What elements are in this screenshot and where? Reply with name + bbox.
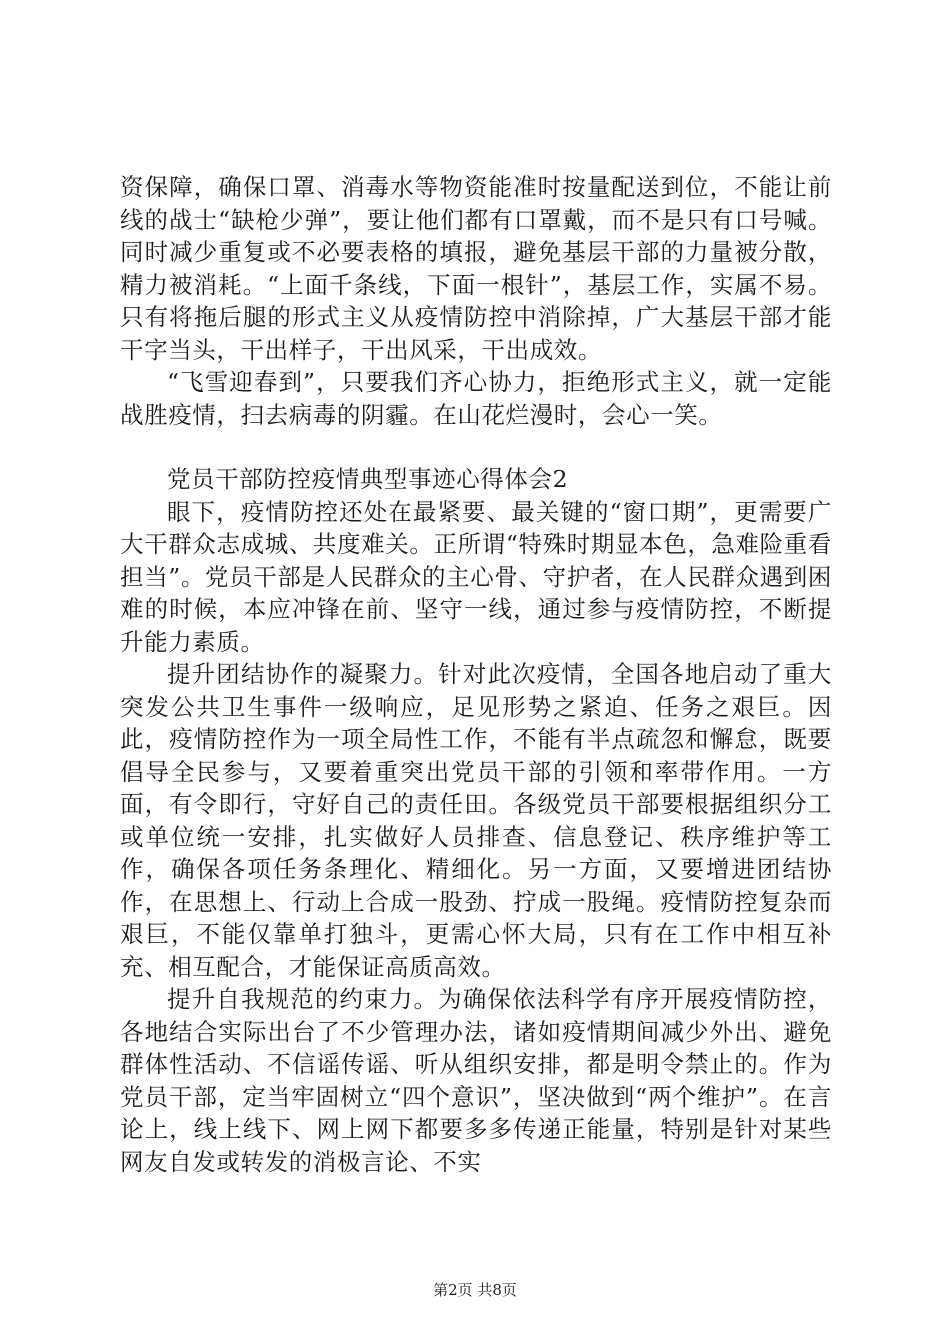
section-title: 党员干部防控疫情典型事迹心得体会2: [167, 465, 569, 493]
paragraph-continued: 资保障，确保口罩、消毒水等物资能准时按量配送到位，不能让前线的战士“缺枪少弹”，要让他们都有口罩戴，而不是只有口号喊。同时减少重复或不必要表格的填报，避免基层干部的力量被分散，精力被消耗。“上面千条线，下面一根针”，基层工作，实属不易。只有将拖后腿的形式主义从疫情防控中消除掉，广大基层干部才能干字当头，干出样子，干出风采，干出成效。: [120, 173, 832, 364]
page-number-footer: 第2页 共8页: [433, 1281, 517, 1299]
document-body: [120, 171, 832, 1178]
paragraph-self-discipline: 提升自我规范的约束力。为确保依法科学有序开展疫情防控，各地结合实际出台了不少管理办法，诸如疫情期间减少外出、避免群体性活动、不信谣传谣、听从组织安排，都是明令禁止的。作为党员干部，定当牢固树立“四个意识”，坚决做到“两个维护”。在言论上，线上线下、网上网下都要多多传递正能量，特别是针对某些网友自发或转发的消极言论、不实: [120, 985, 832, 1176]
paragraph-closing: “飞雪迎春到”，只要我们齐心协力，拒绝形式主义，就一定能战胜疫情，扫去病毒的阴霾。在山花烂漫时，会心一笑。: [120, 368, 832, 429]
paragraph-cohesion: 提升团结协作的凝聚力。针对此次疫情，全国各地启动了重大突发公共卫生事件一级响应，足见形势之紧迫、任务之艰巨。因此，疫情防控作为一项全局性工作，不能有半点疏忽和懈怠，既要倡导全民参与，又要着重突出党员干部的引领和率带作用。一方面，有令即行，守好自己的责任田。各级党员干部要根据组织分工或单位统一安排，扎实做好人员排查、信息登记、秩序维护等工作，确保各项任务条理化、精细化。另一方面，又要增进团结协作，在思想上、行动上合成一股劲、拧成一股绳。疫情防控复杂而艰巨，不能仅靠单打独斗，更需心怀大局，只有在工作中相互补充、相互配合，才能保证高质高效。: [120, 660, 832, 981]
paragraph-intro: 眼下，疫情防控还处在最紧要、最关键的“窗口期”，更需要广大干群众志成城、共度难关。正所谓“特殊时期显本色，急难险重看担当”。党员干部是人民群众的主心骨、守护者，在人民群众遇到困难的时候，本应冲锋在前、坚守一线，通过参与疫情防控，不断提升能力素质。: [120, 497, 832, 656]
